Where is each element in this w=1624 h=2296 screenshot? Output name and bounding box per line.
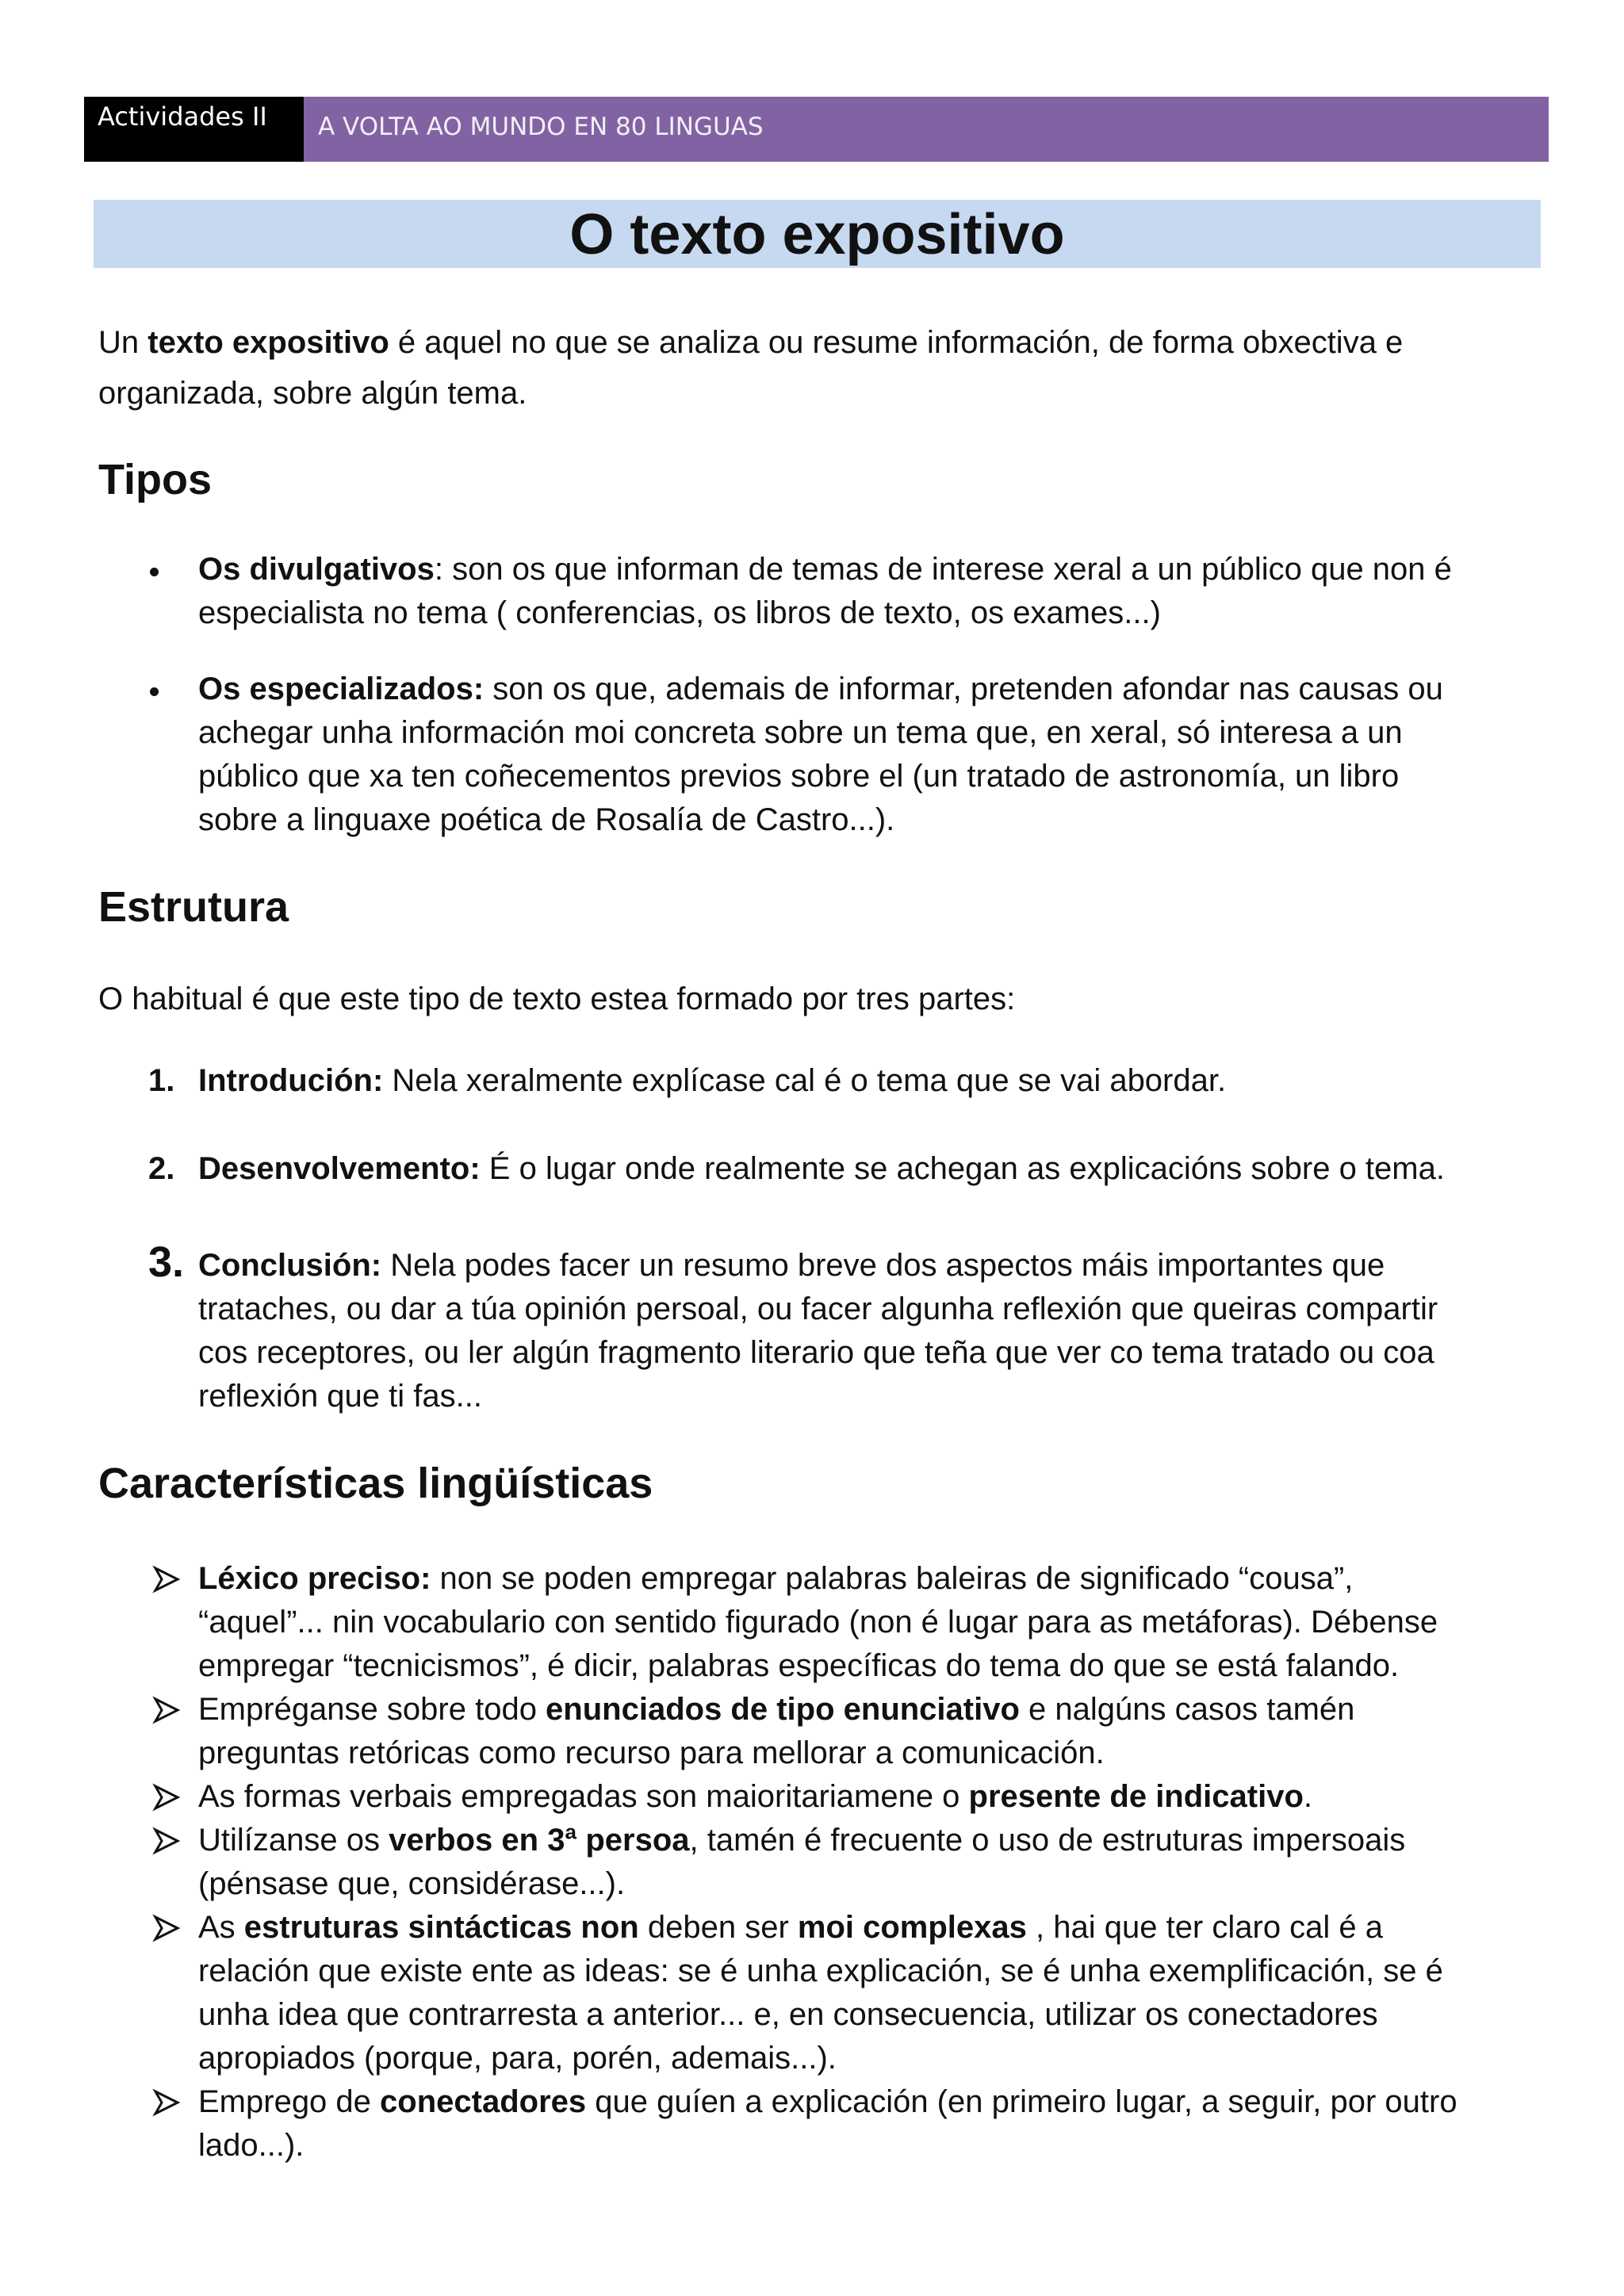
caracteristica-item-3-line-1 xyxy=(198,1775,1312,1819)
page-title: O texto expositivo xyxy=(569,203,1065,266)
bold-term: Léxico preciso: xyxy=(198,1561,431,1596)
estrutura-item-2-text: É o lugar onde realmente se achegan as explicacións sobre o tema. xyxy=(480,1151,1445,1186)
estrutura-item-3-bold: Conclusión: xyxy=(198,1248,382,1283)
tipos-item-1-line-2: especialista no tema ( conferencias, os libros de texto, os exames...) xyxy=(198,595,1161,630)
intro-line-1 xyxy=(98,321,1403,365)
tipos-item-1-bold: Os divulgativos xyxy=(198,552,435,587)
text-segment: Utilízanse os xyxy=(198,1823,389,1858)
bullet-dot-icon xyxy=(150,568,159,576)
arrow-bullet-icon xyxy=(152,1827,181,1855)
bold-term: verbos en 3ª persoa xyxy=(389,1823,690,1858)
caracteristica-item-5-line-1 xyxy=(198,1906,1383,1950)
caracteristica-item-6-line-1 xyxy=(198,2080,1457,2124)
caracteristica-item-1-line-1 xyxy=(198,1557,1353,1601)
text-segment: , hai que ter claro cal é a xyxy=(1026,1910,1384,1945)
header-left-text: Actividades II xyxy=(98,101,267,132)
section-heading-tipos: Tipos xyxy=(98,456,213,503)
intro-text: Un xyxy=(98,325,148,360)
arrow-bullet-icon xyxy=(152,2088,181,2117)
estrutura-item-1-text: Nela xeralmente explícase cal é o tema que se vai abordar. xyxy=(383,1063,1227,1098)
text-segment: Emprego de xyxy=(198,2084,381,2119)
caracteristica-item-4-line-1 xyxy=(198,1819,1405,1862)
caracteristica-item-2-line-1 xyxy=(198,1688,1354,1732)
list-number: 1. xyxy=(148,1063,175,1098)
text-segment: Empréganse sobre todo xyxy=(198,1692,546,1727)
tipos-item-2-line-4: sobre a linguaxe poética de Rosalía de Castro...). xyxy=(198,802,895,837)
text-segment: , tamén é frecuente o uso de estruturas impersoais xyxy=(689,1823,1406,1858)
estrutura-item-3-line-4: reflexión que ti fas... xyxy=(198,1379,482,1414)
tipos-item-1-text: : son os que informan de temas de interese xeral a un público que non é xyxy=(434,552,1452,587)
title-band xyxy=(94,200,1541,268)
intro-line-2: organizada, sobre algún tema. xyxy=(98,376,527,411)
bold-term: enunciados de tipo enunciativo xyxy=(546,1692,1020,1727)
estrutura-item-3-line-2: trataches, ou dar a túa opinión persoal, ou facer algunha reflexión que queiras compartir xyxy=(198,1292,1438,1326)
estrutura-lead: O habitual é que este tipo de texto estea formado por tres partes: xyxy=(98,982,1016,1016)
header-course-label xyxy=(304,97,1549,162)
bold-term: estruturas sintácticas non xyxy=(243,1910,639,1945)
text-segment: e nalgúns casos tamén xyxy=(1019,1692,1355,1727)
bullet-dot-icon xyxy=(150,687,159,696)
section-heading-caracteristicas: Características lingüísticas xyxy=(98,1460,653,1507)
tipos-item-2-text: son os que, ademais de informar, pretenden afondar nas causas ou xyxy=(484,672,1443,706)
intro-bold-term: texto expositivo xyxy=(147,325,389,360)
estrutura-item-3-line-1 xyxy=(198,1244,1385,1288)
arrow-bullet-icon xyxy=(152,1565,181,1594)
arrow-bullet-icon xyxy=(152,1696,181,1724)
bold-term: presente de indicativo xyxy=(968,1779,1304,1814)
tipos-item-2-line-3: público que xa ten coñecementos previos sobre el (un tratado de astronomía, un libro xyxy=(198,759,1400,794)
header-right-text: A VOLTA AO MUNDO EN 80 LINGUAS xyxy=(318,113,764,141)
list-number: 3. xyxy=(148,1238,185,1286)
text-segment: As formas verbais empregadas son maioritariamene o xyxy=(198,1779,969,1814)
tipos-item-2-line-1 xyxy=(198,668,1443,711)
caracteristica-item-1-line-3: empregar “tecnicismos”, é dicir, palabras específicas do tema do que se está falando. xyxy=(198,1648,1400,1683)
caracteristica-item-6-line-2: lado...). xyxy=(198,2128,304,2163)
estrutura-item-1 xyxy=(198,1059,1226,1103)
text-segment: . xyxy=(1303,1779,1313,1814)
bold-term: moi complexas xyxy=(797,1910,1027,1945)
estrutura-item-3-line-3: cos receptores, ou ler algún fragmento literario que teña que ver co tema tratado ou coa xyxy=(198,1335,1434,1370)
estrutura-item-2 xyxy=(198,1147,1445,1191)
list-number: 2. xyxy=(148,1151,175,1186)
text-segment: deben ser xyxy=(638,1910,798,1945)
caracteristica-item-5-line-4: apropiados (porque, para, porén, ademais...). xyxy=(198,2041,837,2076)
caracteristica-item-2-line-2: preguntas retóricas como recurso para mellorar a comunicación. xyxy=(198,1735,1105,1770)
tipos-item-2-line-2: achegar unha información moi concreta sobre un tema que, en xeral, só interesa a un xyxy=(198,715,1403,750)
estrutura-item-3-text: Nela podes facer un resumo breve dos aspectos máis importantes que xyxy=(381,1248,1385,1283)
tipos-item-2-bold: Os especializados: xyxy=(198,672,485,706)
section-heading-estrutura: Estrutura xyxy=(98,883,289,931)
caracteristica-item-1-line-2: “aquel”... nin vocabulario con sentido figurado (non é lugar para as metáforas). Débense xyxy=(198,1605,1438,1640)
intro-text: é aquel no que se analiza ou resume información, de forma obxectiva e xyxy=(389,325,1404,360)
estrutura-item-1-bold: Introdución: xyxy=(198,1063,384,1098)
text-segment: As xyxy=(198,1910,244,1945)
bold-term: conectadores xyxy=(380,2084,587,2119)
caracteristica-item-5-line-2: relación que existe ente as ideas: se é unha explicación, se é unha exemplificación, se é xyxy=(198,1954,1443,1988)
arrow-bullet-icon xyxy=(152,1914,181,1942)
estrutura-item-2-bold: Desenvolvemento: xyxy=(198,1151,481,1186)
tipos-item-1-line-1 xyxy=(198,548,1452,591)
caracteristica-item-5-line-3: unha idea que contrarresta a anterior... e, en consecuencia, utilizar os conectadores xyxy=(198,1997,1378,2032)
text-segment: que guíen a explicación (en primeiro lugar, a seguir, por outro xyxy=(586,2084,1457,2119)
text-segment: non se poden empregar palabras baleiras de significado “cousa”, xyxy=(431,1561,1354,1596)
caracteristica-item-4-line-2: (pénsase que, considérase...). xyxy=(198,1866,626,1901)
header-section-label xyxy=(84,97,304,162)
arrow-bullet-icon xyxy=(152,1783,181,1812)
